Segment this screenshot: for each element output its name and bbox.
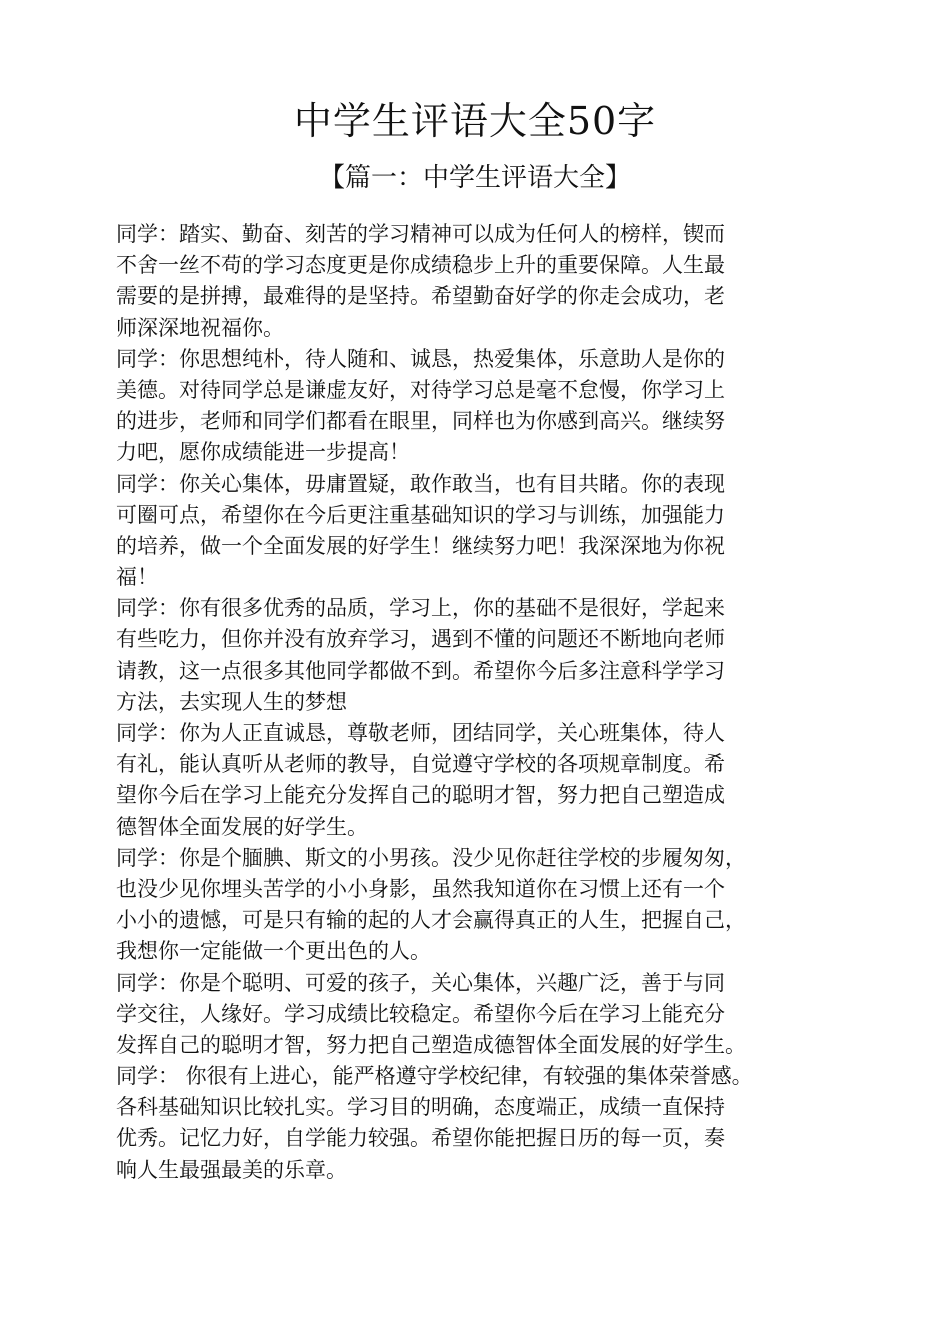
text-line: 优秀。记忆力好，自学能力较强。希望你能把握日历的每一页，奏 (116, 1126, 725, 1151)
text-line: 福！ (116, 565, 158, 590)
text-line: 同学：你有很多优秀的品质，学习上，你的基础不是很好，学起来 (116, 596, 725, 621)
text-line: 同学：你是个聪明、可爱的孩子，关心集体，兴趣广泛，善于与同 (116, 970, 725, 995)
document-title: 中学生评语大全50字 (293, 99, 657, 143)
text-line: 的培养，做一个全面发展的好学生！继续努力吧！我深深地为你祝 (116, 533, 725, 558)
text-line: 发挥自己的聪明才智，努力把自己塑造成德智体全面发展的好学生。 (116, 1032, 746, 1057)
text-line: 也没少见你埋头苦学的小小身影，虽然我知道你在习惯上还有一个 (116, 876, 725, 901)
text-line: 请教，这一点很多其他同学都做不到。希望你今后多注意科学学习 (116, 658, 725, 683)
text-line: 可圈可点，希望你在今后更注重基础知识的学习与训练，加强能力 (116, 502, 725, 527)
text-line: 有些吃力，但你并没有放弃学习，遇到不懂的问题还不断地向老师 (116, 627, 725, 652)
text-line: 学交往，人缘好。学习成绩比较稳定。希望你今后在学习上能充分 (116, 1001, 725, 1026)
text-line: 有礼，能认真听从老师的教导，自觉遵守学校的各项规章制度。希 (116, 752, 725, 777)
document-body (116, 219, 856, 1186)
text-line: 同学：你关心集体，毋庸置疑，敢作敢当，也有目共睹。你的表现 (116, 471, 725, 496)
text-line: 我想你一定能做一个更出色的人。 (116, 939, 431, 964)
document-subtitle: 【篇一：中学生评语大全】 (318, 163, 631, 193)
text-line: 方法，去实现人生的梦想 (116, 689, 347, 714)
text-line: 同学： 你很有上进心，能严格遵守学校纪律，有较强的集体荣誉感。 (116, 1064, 753, 1089)
text-line: 同学：踏实、勤奋、刻苦的学习精神可以成为任何人的榜样，锲而 (116, 222, 725, 246)
text-line: 望你今后在学习上能充分发挥自己的聪明才智，努力把自己塑造成 (116, 783, 725, 808)
text-line: 响人生最强最美的乐章。 (116, 1157, 347, 1182)
text-line: 小小的遗憾，可是只有输的起的人才会赢得真正的人生，把握自己， (116, 908, 746, 933)
text-line: 各科基础知识比较扎实。学习目的明确，态度端正，成绩一直保持 (116, 1095, 725, 1120)
text-line: 不舍一丝不苟的学习态度更是你成绩稳步上升的重要保障。人生最 (116, 253, 725, 278)
text-line: 同学：你是个腼腆、斯文的小男孩。没少见你赶往学校的步履匆匆， (116, 845, 746, 870)
text-line: 师深深地祝福你。 (116, 315, 284, 340)
text-line: 力吧，愿你成绩能进一步提高！ (116, 440, 410, 465)
text-line: 的进步，老师和同学们都看在眼里，同样也为你感到高兴。继续努 (116, 409, 725, 434)
text-line: 美德。对待同学总是谦虚友好，对待学习总是毫不怠慢，你学习上 (116, 377, 725, 402)
text-line: 德智体全面发展的好学生。 (116, 814, 368, 839)
text-line: 需要的是拼搏，最难得的是坚持。希望勤奋好学的你走会成功，老 (116, 284, 725, 309)
text-line: 同学：你为人正直诚恳，尊敬老师，团结同学，关心班集体，待人 (116, 721, 725, 745)
text-line: 同学：你思想纯朴，待人随和、诚恳，热爱集体，乐意助人是你的 (116, 346, 725, 371)
